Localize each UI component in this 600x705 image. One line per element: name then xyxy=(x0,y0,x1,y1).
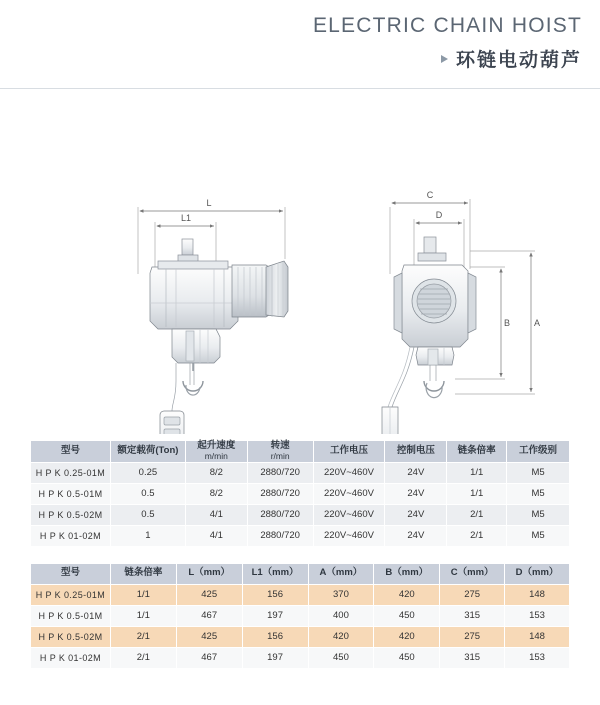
cell-rotation-speed: 2880/720 xyxy=(247,504,313,525)
cell-control-voltage: 24V xyxy=(385,483,447,504)
th-working-class: 工作级别 xyxy=(507,441,570,463)
table-row xyxy=(31,504,570,525)
cell-model: H P K 0.5-01M xyxy=(31,605,111,626)
cell-control-voltage: 24V xyxy=(385,525,447,546)
cell-chain-ratio: 2/1 xyxy=(110,647,176,668)
th-model: 型号 xyxy=(31,441,111,463)
cell-working-voltage: 220V~460V xyxy=(313,462,385,483)
table-row xyxy=(31,462,570,483)
cell-dim-b: 420 xyxy=(374,626,440,647)
cell-rotation-speed: 2880/720 xyxy=(247,525,313,546)
page-subtitle-row xyxy=(0,45,582,72)
cell-dim-a: 450 xyxy=(308,647,374,668)
cell-rotation-speed: 2880/720 xyxy=(247,462,313,483)
cell-model: H P K 0.25-01M xyxy=(31,584,111,605)
cell-lifting-speed: 4/1 xyxy=(185,525,247,546)
cell-chain-ratio: 1/1 xyxy=(447,462,507,483)
cell-lifting-speed: 8/2 xyxy=(185,462,247,483)
cell-working-voltage: 220V~460V xyxy=(313,483,385,504)
cell-control-voltage: 24V xyxy=(385,504,447,525)
cell-lifting-speed: 8/2 xyxy=(185,483,247,504)
cell-model: H P K 0.5-01M xyxy=(31,483,111,504)
table-row xyxy=(31,605,570,626)
cell-chain-ratio: 2/1 xyxy=(110,626,176,647)
cell-dim-c: 275 xyxy=(440,584,505,605)
cell-dim-a: 370 xyxy=(308,584,374,605)
cell-rated-load: 1 xyxy=(110,525,185,546)
cell-chain-ratio: 1/1 xyxy=(110,605,176,626)
cell-rated-load: 0.5 xyxy=(110,504,185,525)
table-row xyxy=(31,525,570,546)
th-dim-l: L（mm） xyxy=(176,563,242,584)
page-header xyxy=(0,0,600,80)
cell-working-voltage: 220V~460V xyxy=(313,504,385,525)
spec-table-2 xyxy=(30,563,570,669)
table-row xyxy=(31,647,570,668)
th-rated-load: 额定载荷(Ton) xyxy=(110,441,185,463)
th-control-voltage: 控制电压 xyxy=(385,441,447,463)
triangle-right-icon xyxy=(441,55,448,63)
cell-dim-a: 400 xyxy=(308,605,374,626)
th-rotation-speed: 转速 r/min xyxy=(247,441,313,463)
th-model: 型号 xyxy=(31,563,111,584)
table-row xyxy=(31,584,570,605)
cell-dim-b: 450 xyxy=(374,605,440,626)
left-view-hoist xyxy=(150,239,288,434)
page-title-en: ELECTRIC CHAIN HOIST xyxy=(312,14,582,37)
cell-lifting-speed: 4/1 xyxy=(185,504,247,525)
svg-text:C: C xyxy=(426,190,434,200)
th-dim-l1: L1（mm） xyxy=(242,563,308,584)
cell-working-voltage: 220V~460V xyxy=(313,525,385,546)
table-row xyxy=(31,626,570,647)
cell-dim-c: 315 xyxy=(440,605,505,626)
svg-text:L: L xyxy=(206,198,212,208)
cell-dim-l1: 156 xyxy=(242,584,308,605)
cell-dim-l1: 197 xyxy=(242,647,308,668)
cell-control-voltage: 24V xyxy=(385,462,447,483)
cell-dim-l: 467 xyxy=(176,647,242,668)
product-drawings xyxy=(0,89,600,434)
th-working-voltage: 工作电压 xyxy=(313,441,385,463)
cell-dim-c: 275 xyxy=(440,626,505,647)
cell-working-class: M5 xyxy=(507,525,570,546)
spec-tables xyxy=(0,440,600,669)
cell-dim-a: 420 xyxy=(308,626,374,647)
svg-text:A: A xyxy=(533,318,541,328)
th-dim-c: C（mm） xyxy=(440,563,505,584)
cell-model: H P K 0.25-01M xyxy=(31,462,111,483)
th-dim-a: A（mm） xyxy=(308,563,374,584)
cell-dim-l1: 197 xyxy=(242,605,308,626)
cell-dim-l: 467 xyxy=(176,605,242,626)
cell-rated-load: 0.25 xyxy=(110,462,185,483)
cell-dim-b: 450 xyxy=(374,647,440,668)
table-row xyxy=(31,483,570,504)
th-lifting-speed: 起升速度 m/min xyxy=(185,441,247,463)
cell-working-class: M5 xyxy=(507,462,570,483)
svg-text:B: B xyxy=(503,318,511,328)
th-dim-d: D（mm） xyxy=(505,563,570,584)
cell-chain-ratio: 1/1 xyxy=(110,584,176,605)
th-chain-ratio: 链条倍率 xyxy=(110,563,176,584)
spec-table-1 xyxy=(30,440,570,547)
cell-chain-ratio: 2/1 xyxy=(447,504,507,525)
cell-rated-load: 0.5 xyxy=(110,483,185,504)
table-header-row xyxy=(31,563,570,584)
right-view-hoist xyxy=(382,237,476,434)
cell-dim-d: 148 xyxy=(505,626,570,647)
cell-working-class: M5 xyxy=(507,483,570,504)
cell-dim-l1: 156 xyxy=(242,626,308,647)
cell-model: H P K 0.5-02M xyxy=(31,626,111,647)
page-title-cn: 环链电动葫芦 xyxy=(455,50,582,71)
table-header-row xyxy=(31,441,570,463)
cell-dim-c: 315 xyxy=(440,647,505,668)
cell-dim-d: 153 xyxy=(505,647,570,668)
cell-working-class: M5 xyxy=(507,504,570,525)
cell-rotation-speed: 2880/720 xyxy=(247,483,313,504)
cell-chain-ratio: 1/1 xyxy=(447,483,507,504)
cell-dim-d: 153 xyxy=(505,605,570,626)
svg-text:L1: L1 xyxy=(180,213,192,223)
cell-dim-d: 148 xyxy=(505,584,570,605)
th-dim-b: B（mm） xyxy=(374,563,440,584)
svg-text:D: D xyxy=(435,210,443,220)
cell-model: H P K 01-02M xyxy=(31,647,111,668)
cell-dim-b: 420 xyxy=(374,584,440,605)
cell-chain-ratio: 2/1 xyxy=(447,525,507,546)
th-chain-ratio: 链条倍率 xyxy=(447,441,507,463)
cell-dim-l: 425 xyxy=(176,584,242,605)
cell-model: H P K 01-02M xyxy=(31,525,111,546)
cell-model: H P K 0.5-02M xyxy=(31,504,111,525)
cell-dim-l: 425 xyxy=(176,626,242,647)
